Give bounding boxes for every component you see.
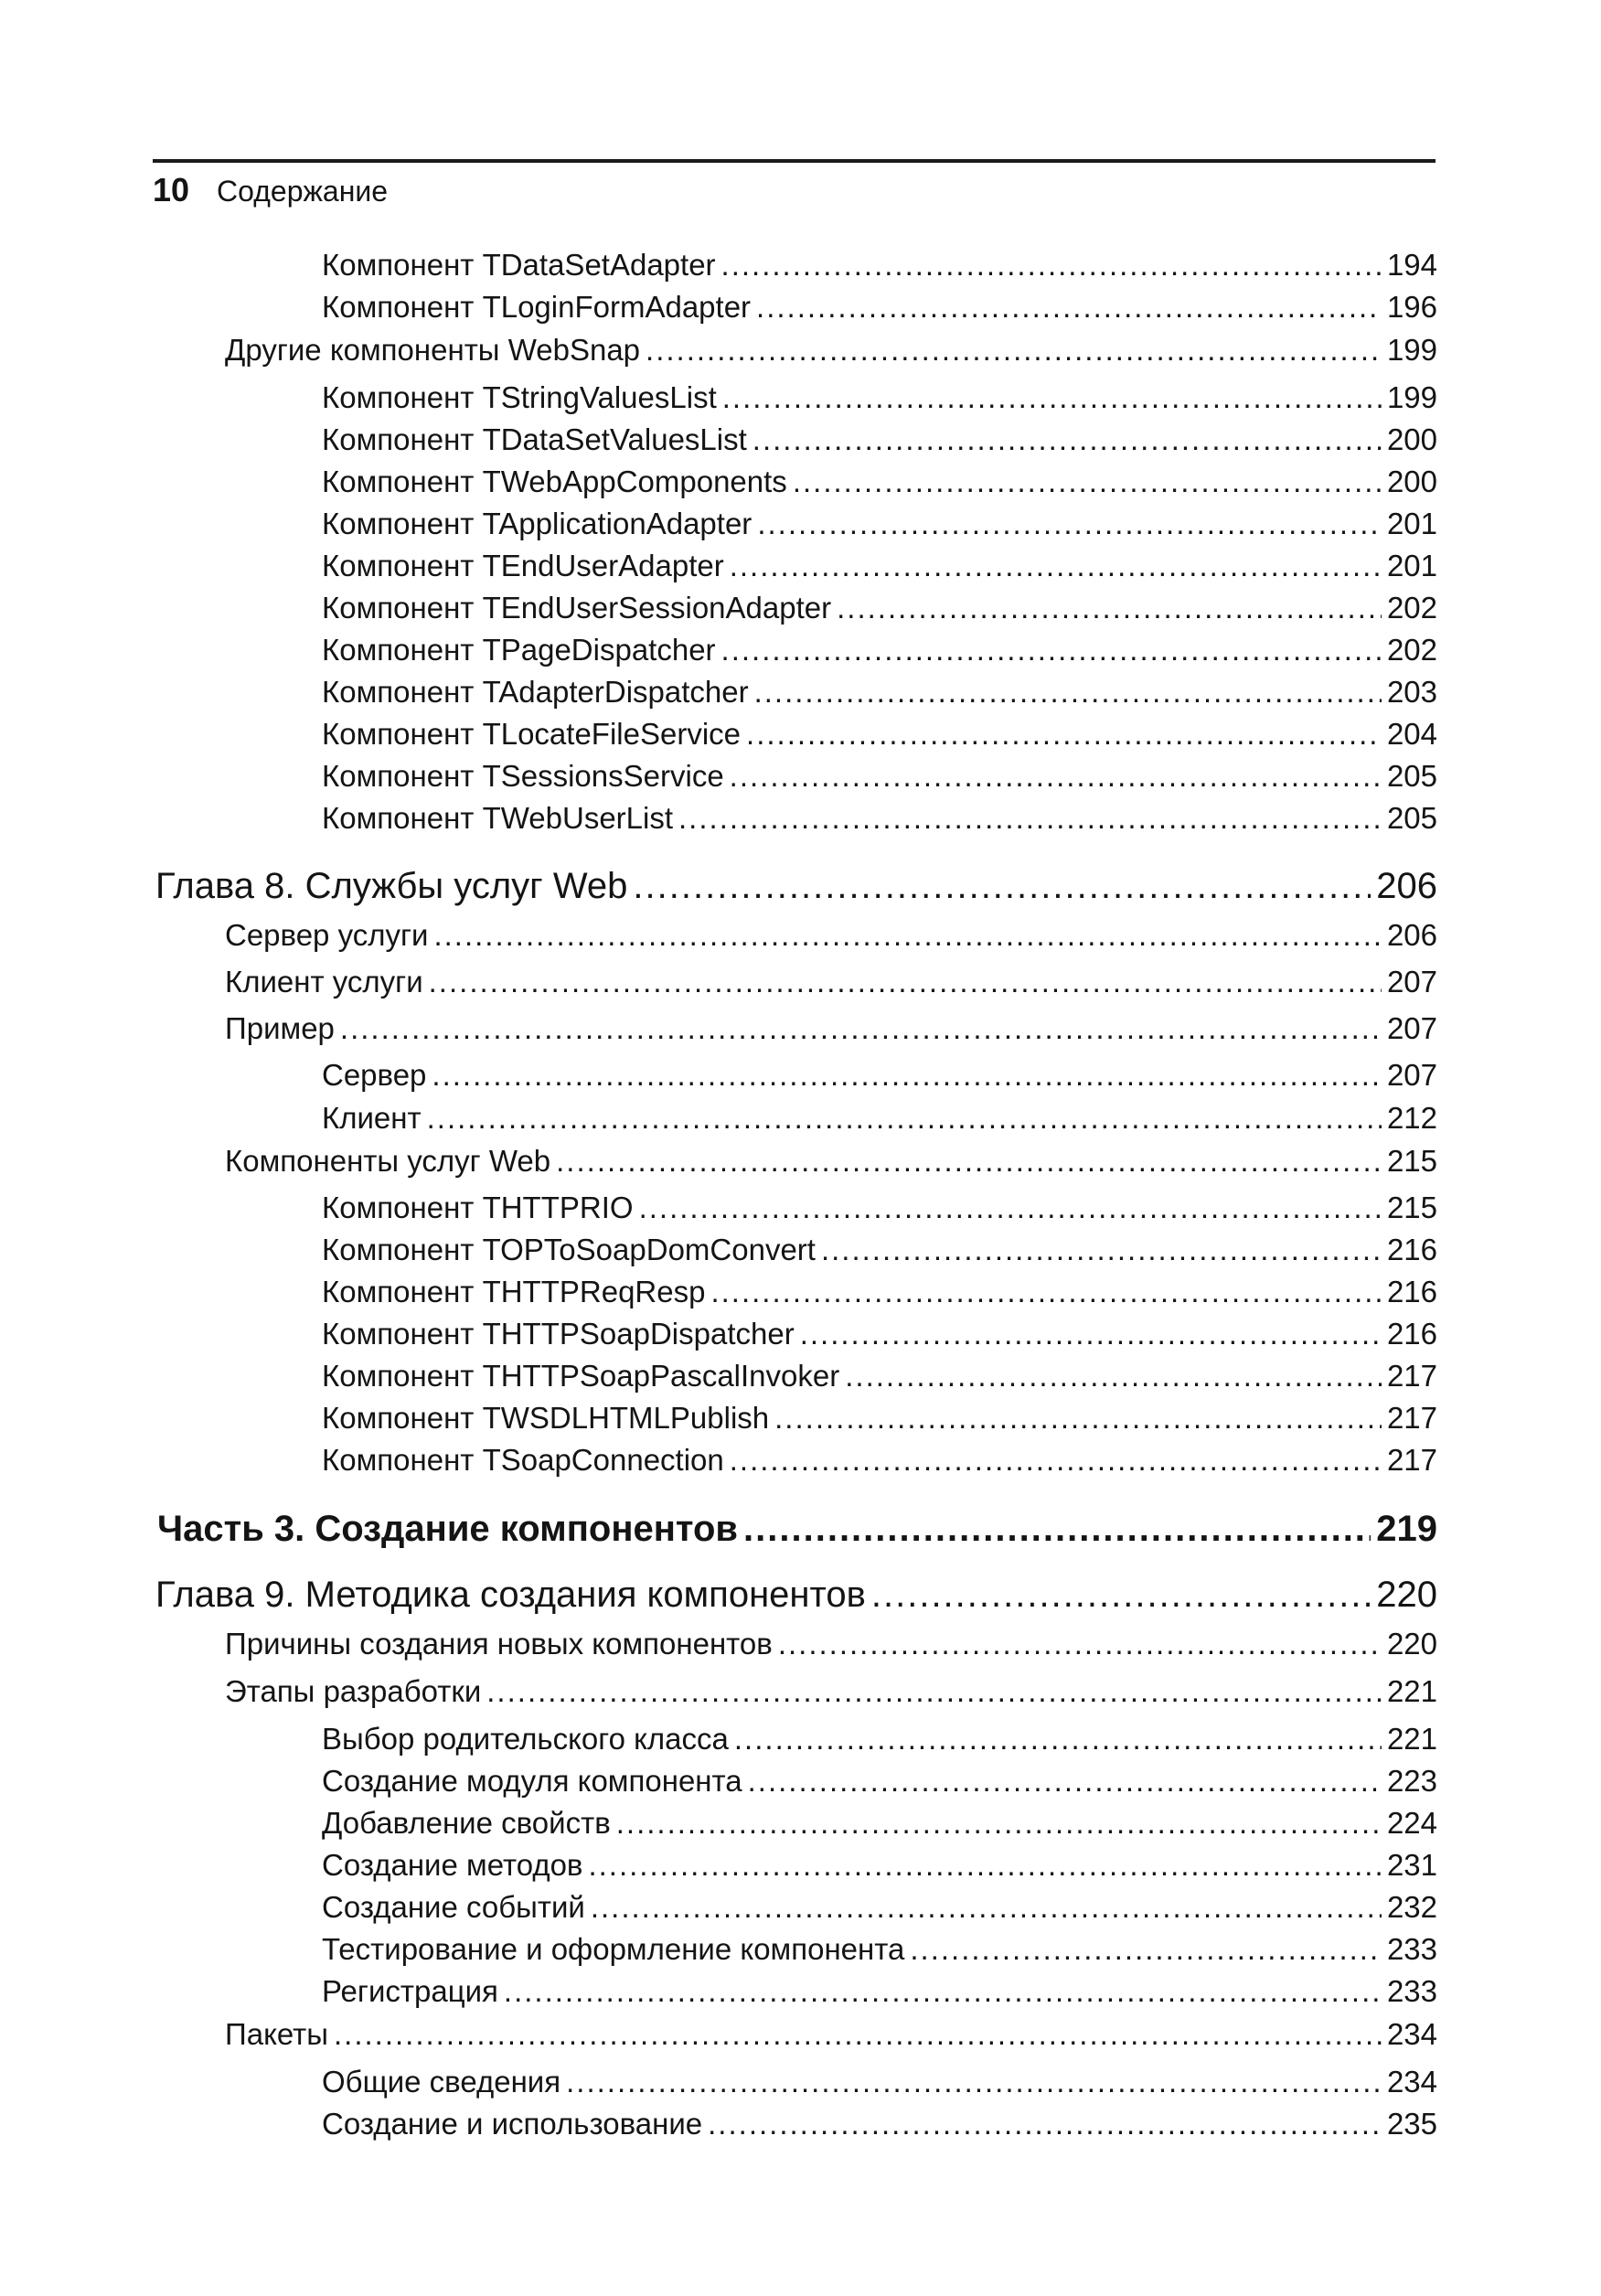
toc-entry-page: 221 xyxy=(1386,1722,1437,1756)
toc-entry-page: 207 xyxy=(1386,1058,1437,1092)
dot-leader xyxy=(427,1098,1382,1138)
toc-entry-page: 199 xyxy=(1386,380,1437,414)
toc-entry xyxy=(322,756,1437,796)
toc-entry-page: 202 xyxy=(1386,633,1437,667)
toc-entry-page: 223 xyxy=(1386,1764,1437,1798)
dot-leader xyxy=(752,420,1382,460)
toc-entry xyxy=(322,798,1437,838)
toc-entry-page: 221 xyxy=(1386,1674,1437,1708)
toc-entry-page: 219 xyxy=(1376,1509,1437,1549)
toc-entry-title: Компонент TLocateFileService xyxy=(322,717,742,751)
toc-entry-page: 200 xyxy=(1386,465,1437,498)
toc-entry xyxy=(322,2104,1437,2144)
page-number: 10 xyxy=(153,171,190,208)
dot-leader xyxy=(743,1503,1371,1554)
toc-entry-page: 217 xyxy=(1386,1359,1437,1393)
toc-entry-page: 217 xyxy=(1386,1401,1437,1435)
toc-entry xyxy=(322,1272,1437,1312)
toc-entry xyxy=(225,1624,1437,1664)
dot-leader xyxy=(639,1188,1382,1228)
toc-entry-page: 232 xyxy=(1386,1890,1437,1924)
toc-entry-title: Компонент TAdapterDispatcher xyxy=(322,675,749,709)
toc-entry xyxy=(225,1009,1437,1049)
dot-leader xyxy=(334,2014,1382,2055)
dot-leader xyxy=(710,1272,1381,1312)
dot-leader xyxy=(678,798,1382,838)
toc-chapter xyxy=(155,1571,1437,1618)
dot-leader xyxy=(588,1845,1381,1885)
toc-entry xyxy=(322,1356,1437,1396)
dot-leader xyxy=(721,245,1382,285)
toc-entry-page: 215 xyxy=(1386,1144,1437,1178)
toc-entry-page: 234 xyxy=(1386,2017,1437,2051)
toc-entry-title: Общие сведения xyxy=(322,2065,561,2098)
toc-entry-title: Компонент TEndUserSessionAdapter xyxy=(322,591,832,625)
toc-entry-title: Компонент TEndUserAdapter xyxy=(322,549,724,582)
toc-entry-title: Этапы разработки xyxy=(225,1674,482,1708)
toc-entry-page: 220 xyxy=(1376,1575,1437,1615)
toc-entry-page: 212 xyxy=(1386,1101,1437,1135)
toc-entry xyxy=(322,1098,1437,1138)
toc-entry-page: 205 xyxy=(1386,759,1437,793)
toc-entry xyxy=(322,630,1437,670)
toc-entry-title: Причины создания новых компонентов xyxy=(225,1627,773,1661)
toc-entry-title: Другие компоненты WebSnap xyxy=(225,333,641,367)
toc-entry xyxy=(225,915,1437,956)
dot-leader xyxy=(646,330,1382,370)
toc-entry xyxy=(322,1803,1437,1843)
dot-leader xyxy=(721,630,1382,670)
toc-entry-page: 196 xyxy=(1386,290,1437,324)
toc-entry xyxy=(225,2014,1437,2055)
toc-entry-page: 201 xyxy=(1386,507,1437,540)
toc-entry-title: Пакеты xyxy=(225,2017,328,2051)
dot-leader xyxy=(837,588,1382,628)
toc-entry xyxy=(322,1971,1437,2012)
toc-entry-title: Добавление свойств xyxy=(322,1806,611,1840)
toc-entry-page: 233 xyxy=(1386,1974,1437,2008)
toc-chapter xyxy=(155,862,1437,910)
toc-entry xyxy=(322,1188,1437,1228)
dot-leader xyxy=(756,287,1382,327)
dot-leader xyxy=(591,1887,1382,1928)
toc-entry xyxy=(322,1440,1437,1480)
toc-entry-title: Компонент TSessionsService xyxy=(322,759,724,793)
dot-leader xyxy=(748,1761,1382,1801)
toc-entry xyxy=(225,1671,1437,1712)
toc-entry xyxy=(322,2062,1437,2102)
dot-leader xyxy=(800,1314,1382,1354)
toc-entry-title: Создание и использование xyxy=(322,2107,703,2141)
toc-entry-title: Компонент TStringValuesList xyxy=(322,380,717,414)
toc-part xyxy=(157,1503,1437,1554)
toc-entry-title: Компонент TWSDLHTMLPublish xyxy=(322,1401,770,1435)
toc-entry-page: 220 xyxy=(1386,1627,1437,1661)
toc-entry xyxy=(322,287,1437,327)
dot-leader xyxy=(486,1671,1382,1712)
toc-entry xyxy=(225,962,1437,1002)
toc-entry-page: 224 xyxy=(1386,1806,1437,1840)
dot-leader xyxy=(730,546,1382,586)
toc-entry-page: 234 xyxy=(1386,2065,1437,2098)
dot-leader xyxy=(340,1009,1382,1049)
toc-entry-page: 216 xyxy=(1386,1233,1437,1266)
toc-entry-title: Сервер xyxy=(322,1058,427,1092)
toc-entry-title: Создание модуля компонента xyxy=(322,1764,742,1798)
dot-leader xyxy=(616,1803,1382,1843)
toc-entry xyxy=(225,330,1437,370)
toc-entry-title: Сервер услуги xyxy=(225,918,429,952)
toc-entry-title: Компоненты услуг Web xyxy=(225,1144,551,1178)
dot-leader xyxy=(910,1929,1382,1970)
toc-entry xyxy=(322,1230,1437,1270)
dot-leader xyxy=(793,462,1382,502)
toc-entry-page: 217 xyxy=(1386,1443,1437,1477)
dot-leader xyxy=(566,2062,1382,2102)
toc-entry-page: 207 xyxy=(1386,1011,1437,1045)
dot-leader xyxy=(734,1719,1382,1759)
toc-entry-page: 231 xyxy=(1386,1848,1437,1882)
toc-entry xyxy=(322,1719,1437,1759)
toc-entry-page: 206 xyxy=(1386,918,1437,952)
toc-entry-title: Компонент TWebAppComponents xyxy=(322,465,787,498)
toc-entry-page: 205 xyxy=(1386,801,1437,835)
toc-entry-title: Компонент THTTPSoapDispatcher xyxy=(322,1317,795,1351)
dot-leader xyxy=(504,1971,1382,2012)
toc-entry-page: 201 xyxy=(1386,549,1437,582)
toc-entry-title: Компонент TApplicationAdapter xyxy=(322,507,752,540)
dot-leader xyxy=(730,1440,1382,1480)
toc-entry-title: Компонент THTTPReqResp xyxy=(322,1275,706,1308)
toc-entry-page: 200 xyxy=(1386,422,1437,456)
toc-entry-title: Клиент xyxy=(322,1101,422,1135)
toc-entry-title: Компонент TLoginFormAdapter xyxy=(322,290,752,324)
toc-entry-title: Компонент TSoapConnection xyxy=(322,1443,724,1477)
dot-leader xyxy=(633,862,1371,910)
toc-entry-title: Компонент TOPToSoapDomConvert xyxy=(322,1233,816,1266)
toc-entry-title: Компонент THTTPSoapPascalInvoker xyxy=(322,1359,840,1393)
dot-leader xyxy=(845,1356,1382,1396)
dot-leader xyxy=(774,1398,1382,1438)
toc-entry xyxy=(322,1761,1437,1801)
dot-leader xyxy=(821,1230,1382,1270)
toc-entry-page: 204 xyxy=(1386,717,1437,751)
toc-entry-page: 216 xyxy=(1386,1317,1437,1351)
dot-leader xyxy=(746,714,1382,754)
toc-entry-page: 233 xyxy=(1386,1932,1437,1966)
toc-entry-page: 215 xyxy=(1386,1191,1437,1224)
section-title: Содержание xyxy=(217,175,389,208)
toc-entry-title: Компонент TDataSetValuesList xyxy=(322,422,747,456)
toc-entry-title: Глава 8. Службы услуг Web xyxy=(155,866,628,906)
toc-entry xyxy=(322,588,1437,628)
toc-entry-page: 206 xyxy=(1376,866,1437,906)
dot-leader xyxy=(433,915,1382,956)
dot-leader xyxy=(708,2104,1382,2144)
toc-entry xyxy=(322,546,1437,586)
toc-entry-title: Пример xyxy=(225,1011,335,1045)
dot-leader xyxy=(757,504,1382,544)
toc-entry xyxy=(322,1398,1437,1438)
toc-entry xyxy=(322,245,1437,285)
toc-entry-page: 235 xyxy=(1386,2107,1437,2141)
toc-entry xyxy=(322,504,1437,544)
toc-entry-title: Компонент TWebUserList xyxy=(322,801,674,835)
toc-entry-page: 194 xyxy=(1386,248,1437,282)
toc-entry xyxy=(322,420,1437,460)
toc-entry xyxy=(322,462,1437,502)
dot-leader xyxy=(730,756,1382,796)
toc-entry-title: Тестирование и оформление компонента xyxy=(322,1932,905,1966)
toc-entry-title: Компонент TPageDispatcher xyxy=(322,633,716,667)
toc-entry-title: Регистрация xyxy=(322,1974,498,2008)
dot-leader xyxy=(556,1141,1382,1181)
toc-entry-page: 199 xyxy=(1386,333,1437,367)
toc-entry xyxy=(322,1055,1437,1095)
toc-entry-page: 207 xyxy=(1386,965,1437,998)
toc-entry-title: Глава 9. Методика создания компонентов xyxy=(155,1575,866,1615)
toc-entry xyxy=(322,1845,1437,1885)
dot-leader xyxy=(432,1055,1382,1095)
dot-leader xyxy=(722,378,1382,418)
toc-entry xyxy=(322,1314,1437,1354)
toc-entry-title: Выбор родительского класса xyxy=(322,1722,729,1756)
toc-entry-title: Компонент THTTPRIO xyxy=(322,1191,634,1224)
toc-entry-title: Компонент TDataSetAdapter xyxy=(322,248,716,282)
toc-entry-title: Часть 3. Создание компонентов xyxy=(157,1509,739,1549)
toc-entry-title: Клиент услуги xyxy=(225,965,423,998)
toc-entry xyxy=(322,672,1437,712)
toc-entry xyxy=(322,714,1437,754)
toc-entry-page: 203 xyxy=(1386,675,1437,709)
toc-entry-page: 216 xyxy=(1386,1275,1437,1308)
toc-entry-title: Создание событий xyxy=(322,1890,585,1924)
toc-entry xyxy=(322,378,1437,418)
dot-leader xyxy=(754,672,1382,712)
toc-entry-page: 202 xyxy=(1386,591,1437,625)
toc-entry-title: Создание методов xyxy=(322,1848,583,1882)
dot-leader xyxy=(778,1624,1382,1664)
dot-leader xyxy=(871,1571,1371,1618)
toc-entry xyxy=(322,1887,1437,1928)
toc-entry xyxy=(225,1141,1437,1181)
toc-entry xyxy=(322,1929,1437,1970)
dot-leader xyxy=(429,962,1382,1002)
